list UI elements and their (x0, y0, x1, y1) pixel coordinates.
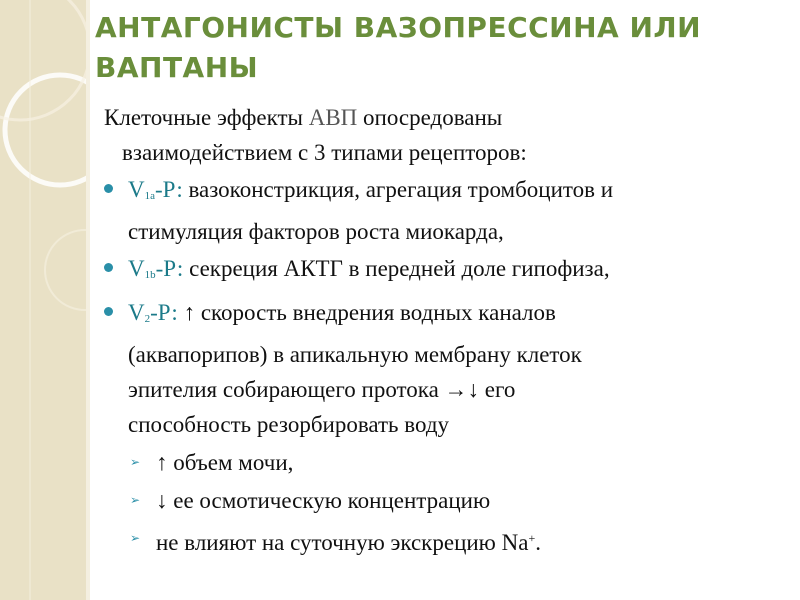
subbullet-sodium (104, 521, 794, 560)
receptor-sub: 1a (144, 190, 156, 202)
superscript-plus: + (528, 531, 536, 545)
arrowhead-bullet-icon: ➢ (130, 493, 141, 507)
receptor-sub: 1b (144, 269, 156, 281)
decorative-sidebar (0, 0, 90, 600)
intro-abbr: АВП (308, 105, 358, 130)
bullet-v1b (104, 251, 794, 293)
receptor-v: V (128, 256, 145, 281)
arrowhead-bullet-icon: ➢ (130, 531, 141, 545)
subbullet-urine-volume (104, 445, 794, 480)
bullet-dot-icon (104, 307, 113, 316)
bullet-dot-icon (104, 184, 113, 193)
receptor-v: V (128, 300, 145, 325)
receptor-rest: -Р: (155, 256, 184, 281)
intro-line2: взаимодействием с 3 типами рецепторов: (122, 140, 527, 165)
receptor-v: V (128, 177, 145, 202)
subbullet-text: ↑ объем мочи, (156, 450, 294, 475)
intro-text (104, 100, 794, 135)
bullet-line2: стимуляция факторов роста миокарда, (128, 219, 504, 244)
bullet-line3: эпителия собирающего протока →↓ его (128, 377, 516, 402)
subbullet-end: . (535, 530, 541, 555)
subbullet-text: ↓ ее осмотическую концентрацию (156, 488, 491, 513)
subbullet-osmotic (104, 483, 794, 518)
arrowhead-bullet-icon: ➢ (130, 455, 141, 469)
receptor-rest: -Р: (150, 300, 178, 325)
subbullet-text: не влияют на суточную экскрецию Na (156, 530, 529, 555)
bullet-line1: вазоконстрикция, агрегация тромбоцитов и (188, 177, 614, 202)
bullet-line1: секреция АКТГ в передней доле гипофиза, (189, 256, 610, 281)
bullet-v1a (104, 172, 794, 249)
bullet-line4: способность резорбировать воду (128, 412, 450, 437)
receptor-rest: -Р: (155, 177, 183, 202)
receptor-sub: 2 (144, 313, 151, 325)
sidebar-edge-divider (86, 0, 90, 600)
slide-title: АНТАГОНИСТЫ ВАЗОПРЕССИНА ИЛИ ВАПТАНЫ (95, 11, 702, 84)
bullet-dot-icon (104, 263, 113, 272)
sidebar-circles-graphic (0, 0, 90, 600)
slide-body (104, 100, 794, 560)
intro-part1: Клеточные эффекты (104, 105, 309, 130)
bullet-v2 (104, 295, 794, 442)
intro-part2: опосредованы (357, 105, 503, 130)
bullet-line1: ↑ скорость внедрения водных каналов (183, 300, 556, 325)
bullet-line2: (аквапорипов) в апикальную мембрану клеток (128, 342, 582, 367)
